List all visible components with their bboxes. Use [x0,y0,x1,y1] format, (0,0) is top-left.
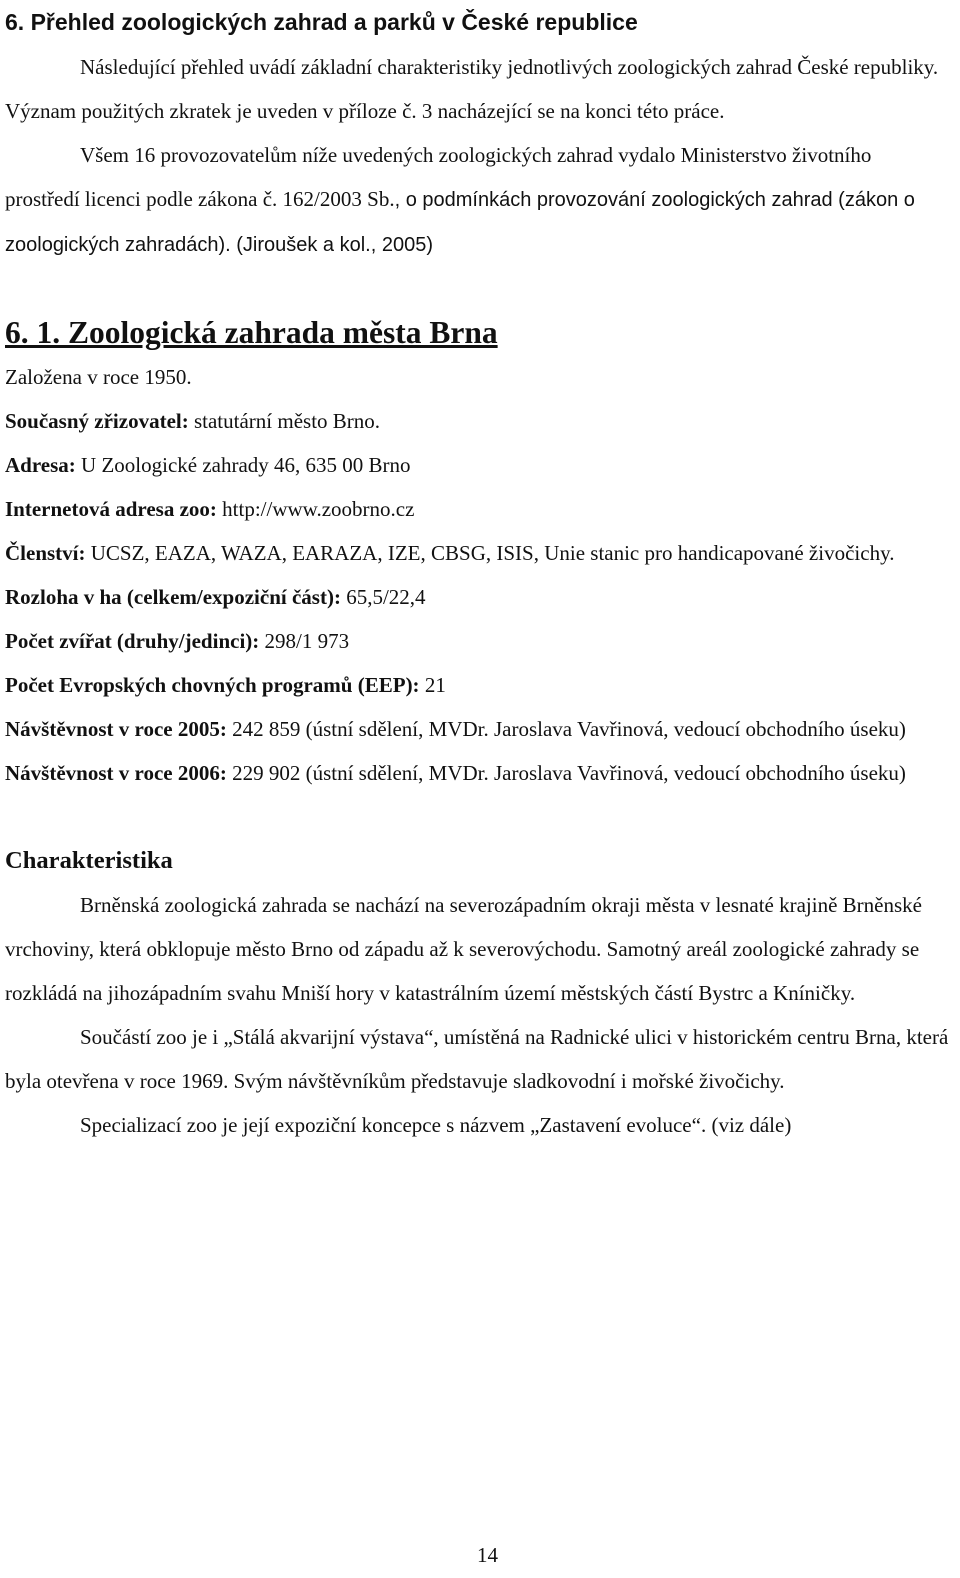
eep-line [5,663,951,707]
visits-2006-value: 229 902 (ústní sdělení, MVDr. Jaroslava Vavřinová, vedoucí obchodního úseku) [226,761,906,785]
founder-label: Současný zřizovatel: [5,409,189,433]
web-label: Internetová adresa zoo: [5,497,217,521]
eep-value: 21 [419,673,446,697]
membership-label: Členství: [5,541,86,565]
founder-line [5,399,951,443]
animals-line [5,619,951,663]
area-line [5,575,951,619]
document-page [5,0,951,1147]
visits-2006-label: Návštěvnost v roce 2006: [5,761,227,785]
chapter-heading: 6. Přehled zoologických zahrad a parků v České republice [5,9,638,35]
address-value: U Zoologické zahrady 46, 635 00 Brno [75,453,411,477]
visits-2005-line [5,707,951,751]
characteristics-paragraph-concept: Specializací zoo je její expoziční koncepce s názvem „Zastavení evoluce“. (viz dále) [80,1113,792,1137]
license-paragraph-part-2: , o podmínkách provozování zoologických zahrad (zákon o zoologických zahradách). (Jiroušek a kol., 2005) [5,189,915,256]
address-label: Adresa: [5,453,76,477]
area-label: Rozloha v ha (celkem/expoziční část): [5,585,341,609]
area-value: 65,5/22,4 [340,585,426,609]
characteristics-paragraph-aquarium: Součástí zoo je i „Stálá akvarijní výstava“, umístěná na Radnické ulici v historickém centru Brna, která byla otevřena v roce 1969. Svým návštěvníkům představuje sladkovodní i mořské živočichy. [5,1025,949,1093]
membership-value: UCSZ, EAZA, WAZA, EARAZA, IZE, CBSG, ISIS, Unie stanic pro handicapované živočichy. [85,541,895,565]
characteristics-title: Charakteristika [5,847,173,874]
zoo-heading: 6. 1. Zoologická zahrada města Brna [5,315,498,350]
eep-label: Počet Evropských chovných programů (EEP): [5,673,420,697]
characteristics-paragraph-location: Brněnská zoologická zahrada se nachází na severozápadním okraji města v lesnaté krajině Brněnské vrchoviny, která obklopuje město Brno od západu až k severovýchodu. Samotný areál zoologické zahrady se rozkládá na jihozápadním svahu Mniší hory v katastrálním území městských částí Bystrc a Kníničky. [5,893,922,1005]
visits-2005-label: Návštěvnost v roce 2005: [5,717,227,741]
founder-value: statutární město Brno. [188,409,381,433]
visits-2006-line [5,751,951,795]
membership-line [5,531,951,575]
visits-2005-value: 242 859 (ústní sdělení, MVDr. Jaroslava Vavřinová, vedoucí obchodního úseku) [226,717,906,741]
page-number: 14 [477,1543,498,1567]
founded-line: Založena v roce 1950. [5,365,192,389]
web-value: http://www.zoobrno.cz [216,497,415,521]
address-line [5,443,951,487]
web-line [5,487,951,531]
animals-label: Počet zvířat (druhy/jedinci): [5,629,260,653]
license-paragraph [5,133,951,267]
intro-paragraph: Následující přehled uvádí základní charakteristiky jednotlivých zoologických zahrad České republiky. Význam použitých zkratek je uveden v příloze č. 3 nacházející se na konci této práce. [5,55,939,123]
license-paragraph-part-1: Všem 16 provozovatelům níže uvedených zoologických zahrad vydalo Ministerstvo životního prostředí licenci podle zákona č. 162/2003 Sb. [5,143,872,211]
animals-value: 298/1 973 [259,629,350,653]
